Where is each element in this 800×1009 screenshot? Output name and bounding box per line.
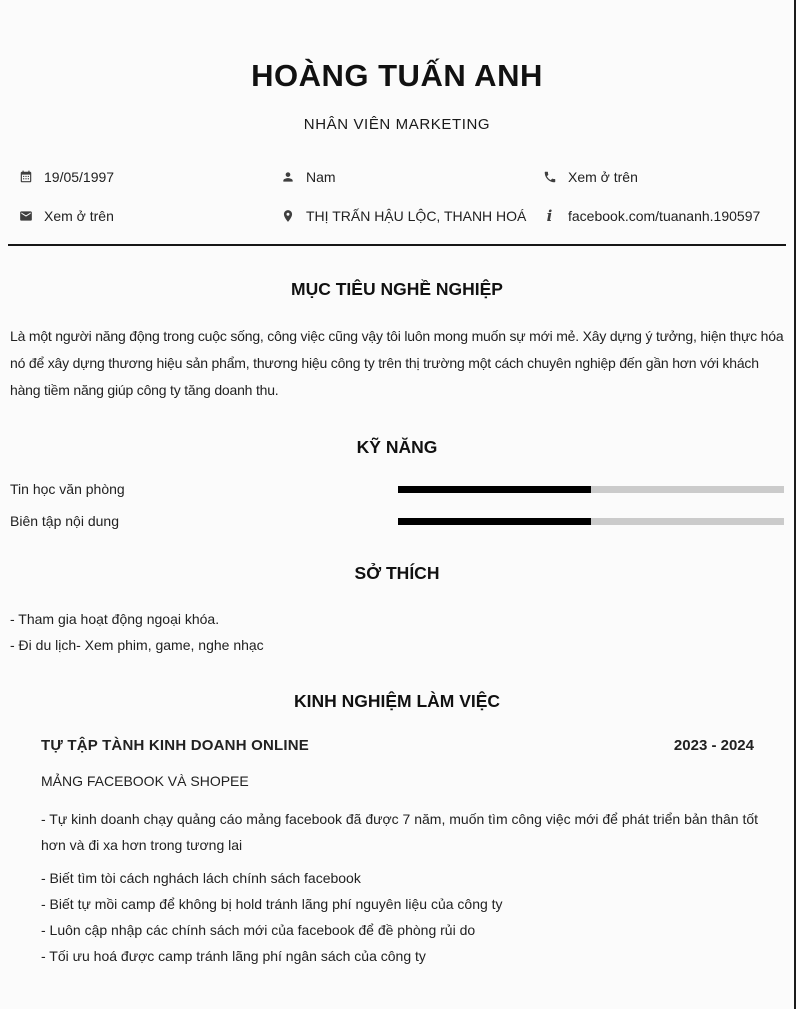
phone-icon [542,170,557,185]
hobby-list [10,606,784,658]
section-experience-title: KINH NGHIỆM LÀM VIỆC [293,691,501,711]
envelope-icon [18,209,33,224]
experience-bullet: - Tự kinh doanh chạy quảng cáo mảng facebook đã được 7 năm, muốn tìm công việc mới để phát triển bản thân tốt hơn và đi xa hơn trong tương lai [41,811,759,853]
contact-value: Xem ở trên [568,169,638,185]
skill-bar-fill [398,518,591,525]
experience-bullet: - Luôn cập nhập các chính sách mới của facebook để đề phòng rủi do [41,922,476,938]
contact-phone [542,169,794,185]
skill-bar-fill [398,486,591,493]
contact-email [18,208,280,224]
entry-company: TỰ TẬP TÀNH KINH DOANH ONLINE [41,737,309,754]
skill-label: Tin học văn phòng [10,481,125,497]
entry-bullets [41,806,768,969]
contact-birthdate [18,169,280,185]
contact-value: Xem ở trên [44,208,114,224]
skill-item [10,480,784,498]
contact-facebook [542,208,794,224]
person-icon [280,170,295,185]
experience-bullet: - Biết tự mồi camp để không bị hold tránh lãng phí nguyên liệu của công ty [41,896,503,912]
entry-period: 2023 - 2024 [673,737,754,754]
experience-bullet: - Biết tìm tòi cách nghách lách chính sách facebook [41,870,361,886]
contact-info [0,169,794,224]
calendar-icon [18,170,33,185]
contact-address [280,208,542,224]
section-skills-title: KỸ NĂNG [356,437,438,457]
skill-label: Biên tập nội dung [10,513,119,529]
location-pin-icon [280,209,295,224]
experience-bullet: - Tối ưu hoá được camp tránh lãng phí ngân sách của công ty [41,948,426,964]
entry-header [41,737,754,754]
contact-value: THỊ TRẤN HẬU LỘC, THANH HOÁ [306,208,527,224]
experience-entry [0,737,794,969]
hobby-item: - Đi du lịch- Xem phim, game, nghe nhạc [10,637,264,653]
skill-item [10,512,784,530]
skill-bar [398,518,784,525]
candidate-role: NHÂN VIÊN MARKETING [303,116,491,133]
contact-value: facebook.com/tuananh.190597 [568,208,761,224]
skill-bar [398,486,784,493]
section-objective-title: MỤC TIÊU NGHỀ NGHIỆP [291,279,503,299]
contact-gender [280,169,542,185]
hobby-item: - Tham gia hoạt động ngoại khóa. [10,611,220,627]
objective-text: Là một người năng động trong cuộc sống, công việc cũng vậy tôi luôn mong muốn sự mới mẻ. Xây dựng ý tưởng, hiện thực hóa nó để xây dựng thương hiệu sản phẩm, thương hiệu công ty trên thị trường một cách chuyên nghiệp đến gần hơn với khách hàng tiềm năng giúp công ty tăng doanh thu. [10,328,784,398]
entry-position: MẢNG FACEBOOK VÀ SHOPEE [41,773,249,789]
section-hobbies-title: SỞ THÍCH [354,563,440,583]
header-divider [8,244,786,246]
info-icon: i [546,206,553,225]
candidate-name: HOÀNG TUẤN ANH [251,58,543,93]
contact-value: 19/05/1997 [44,169,115,185]
skills-list [0,480,794,530]
contact-value: Nam [306,169,336,185]
